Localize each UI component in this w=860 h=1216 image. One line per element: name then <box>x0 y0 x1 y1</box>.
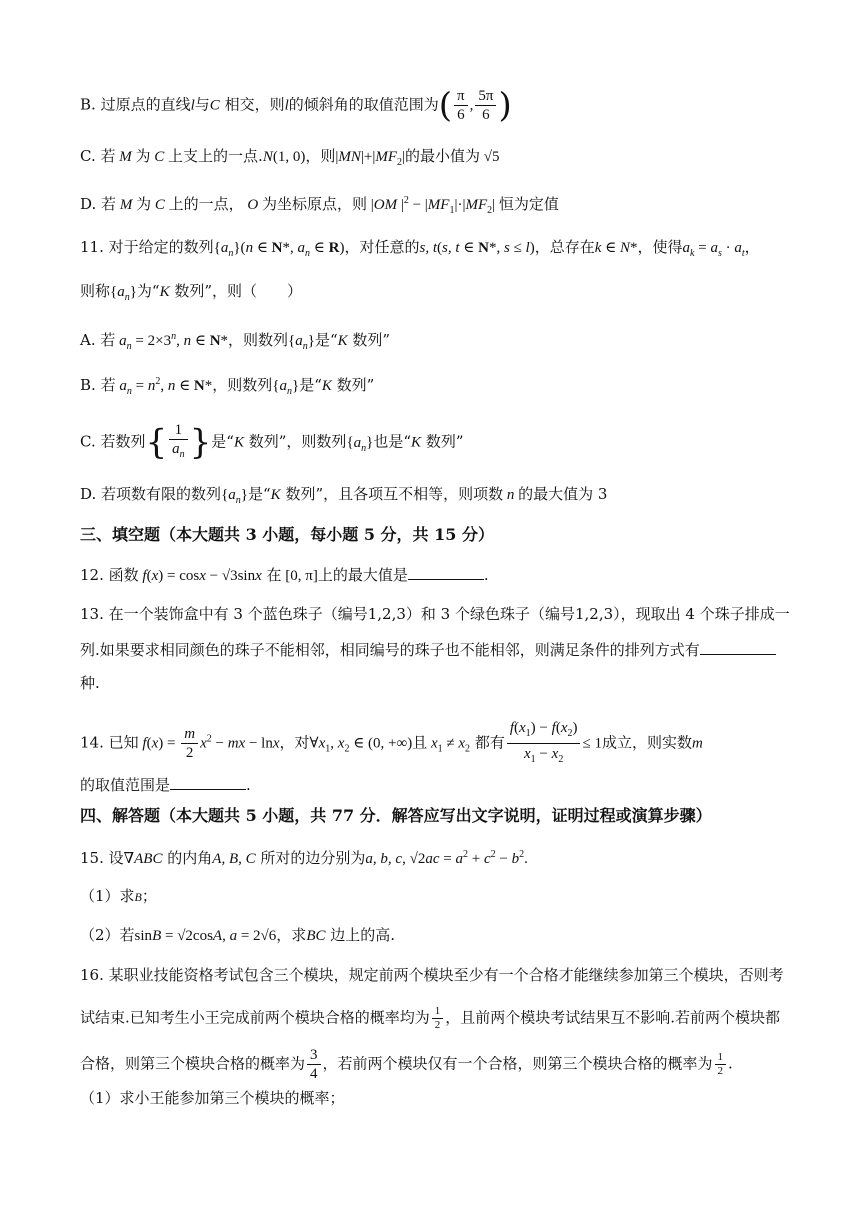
q16-line3: 合格，则第三个模块合格的概率为 $\frac{3}{4}$ ，若前两个模块仅有一个合格，则第三个模块合格的概率为 $\frac{1}{2}$ . <box>80 1047 733 1082</box>
q11-option-b: B. 若 $a_n = n^2$, n ∈ N*，则数列$\{a_n\}$是“K 数列” <box>80 376 375 397</box>
q14: 14. 已知 f(x) = $\frac{m}{2}$ $x^2$ − mx − lnx，对$\forall x_1$, $x_2$ ∈ (0, +∞)且 $x_1 \ne x_2$ 都有 $\frac{f(x_1) - f(x_2)}{x_1 - x_2}$ ≤ 1成立，则实数m <box>80 720 703 765</box>
q11-option-c: C. 若数列{ $\frac{1}{a_n}$ }是“K 数列”，则数列$\{a_n\}$也是“K 数列” <box>80 422 464 463</box>
q14-line2: 的取值范围是 . <box>80 773 780 796</box>
q13-line2: 列.如果要求相同颜色的珠子不能相邻，相同编号的珠子也不能相邻，则满足条件的排列方式有 <box>80 638 780 661</box>
q12: 12. 函数 f(x) = cosx − √3sinx 在 [0, π]上的最大值是 . <box>80 563 780 587</box>
q10-option-b: B. 过原点的直线l与C 相交，则l的倾斜角的取值范围为( $\frac{\pi}{6}$ , $\frac{5\pi}{6}$ ) <box>80 85 512 126</box>
q11-option-d: D. 若项数有限的数列$\{a_n\}$是“K 数列”，且各项互不相等，则项数 n 的最大值为 3 <box>80 485 608 506</box>
q16-part1: （1）求小王能参加第三个模块的概率； <box>80 1089 345 1107</box>
q11-option-a: A. 若 $a_n = 2\times 3^n$, n ∈ N*，则数列$\{a_n\}$是“K 数列” <box>80 331 391 352</box>
q14-answer-blank <box>170 773 246 790</box>
q16-line2: 试结束.已知考生小王完成前两个模块合格的概率均为 $\frac{1}{2}$ ，且前两个模块考试结果互不影响.若前两个模块都 <box>80 1005 781 1031</box>
q13-answer-blank <box>700 638 776 655</box>
q15-part1: （1）求B； <box>80 887 157 905</box>
q13-line3: 种. <box>80 674 100 692</box>
q10-option-d: D. 若 M 为 C 上的一点， O 为坐标原点，则 |OM $|^2 - |MF_1|\cdot|MF_2|$ 恒为定值 <box>80 195 559 216</box>
q15: 15. 设∇ABC 的内角A, B, C 所对的边分别为a, b, c, $√2ac = a^2 + c^2 - b^2$. <box>80 849 528 867</box>
q12-answer-blank <box>408 563 484 580</box>
q15-part2: （2）若sinB = √2cosA, a = 2√6，求BC 边上的高. <box>80 926 396 944</box>
q11-stem-line2: 则称$\{a_n\}$为“K 数列”，则（ ） <box>80 282 303 303</box>
q11-stem: 11. 对于给定的数列$\{a_n\}(n$ ∈ N*, $a_n$ ∈ R)，对任意的s, t(s, t ∈ N*, s ≤ l)，总存在k ∈ N*，使得$a_k = a_s \cdot a_t$， <box>80 238 760 259</box>
section-3-heading: 三、填空题（本大题共 3 小题，每小题 5 分，共 15 分） <box>80 525 494 544</box>
q16-line1: 16. 某职业技能资格考试包含三个模块，规定前两个模块至少有一个合格才能继续参加第三个模块，否则考 <box>80 966 784 984</box>
section-4-heading: 四、解答题（本大题共 5 小题，共 77 分．解答应写出文字说明，证明过程或演算步骤） <box>80 806 712 825</box>
q10-option-c: C. 若 M 为 C 上支上的一点.N(1, 0)，则$|MN|+|MF_2|$的最小值为 √5 <box>80 147 500 168</box>
q13-line1: 13. 在一个装饰盒中有 3 个蓝色珠子（编号1,2,3）和 3 个绿色珠子（编号1,2,3），现取出 4 个珠子排成一 <box>80 605 790 623</box>
